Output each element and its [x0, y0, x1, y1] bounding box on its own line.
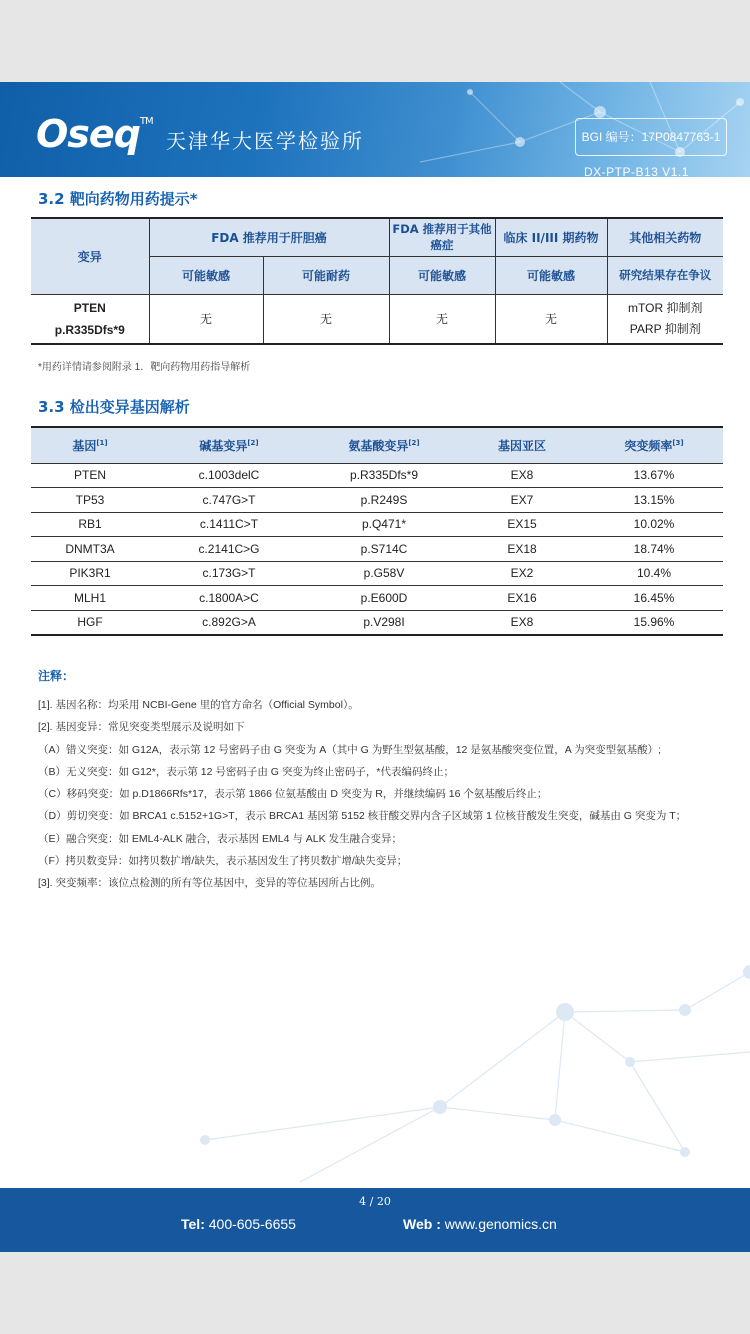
drug-mtor: mTOR 抑制剂: [628, 300, 703, 315]
table-cell: p.S714C: [309, 537, 459, 562]
report-page: [0, 82, 750, 1252]
section-3-2-title: 3.2 靶向药物用药提示*: [38, 190, 198, 208]
table-cell: p.Q471*: [309, 512, 459, 537]
note-line: （D）剪切突变：如 BRCA1 c.5152+1G>T，表示 BRCA1 基因第 5152 核苷酸交界内含子区域第 1 位核苷酸发生突变，碱基由 G 突变为 T；: [38, 810, 687, 823]
website-contact: Web : www.genomics.cn: [403, 1216, 557, 1232]
note-line: （A）错义突变：如 G12A，表示第 12 号密码子由 G 突变为 A（其中 G 为野生型氨基酸，12 是氨基酸突变位置，A 为突变型氨基酸）;: [38, 743, 662, 756]
page-number: 4 / 20: [359, 1195, 391, 1208]
table-row: [31, 586, 723, 611]
table-cell: c.1003delC: [149, 463, 309, 488]
variant-cell: [31, 294, 149, 344]
report-footer: [0, 1188, 750, 1252]
header-variant: 变异: [31, 218, 149, 294]
table-cell: c.892G>A: [149, 610, 309, 635]
table-cell: p.V298I: [309, 610, 459, 635]
table-cell: RB1: [31, 512, 149, 537]
table-cell: MLH1: [31, 586, 149, 611]
table-cell: 16.45%: [585, 586, 723, 611]
bgi-id-badge: BGI 编号：17P0847763-1: [575, 118, 727, 156]
header-clinical: 临床 II/III 期药物: [495, 218, 607, 256]
variant-gene-table: [31, 426, 723, 636]
column-header: 基因[1]: [31, 427, 149, 463]
notes-title: 注释：: [38, 669, 75, 683]
table-cell: PIK3R1: [31, 561, 149, 586]
fda-liver-resistant-value: 无: [263, 294, 389, 344]
table-cell: 10.02%: [585, 512, 723, 537]
table-cell: EX18: [459, 537, 585, 562]
report-header: [0, 82, 750, 177]
note-line: （E）融合突变：如 EML4-ALK 融合，表示基因 EML4 与 ALK 发生融合变异；: [38, 832, 403, 845]
note-line: [1]. 基因名称：均采用 NCBI-Gene 里的官方命名（Official Symbol）。: [38, 699, 359, 711]
section-3-3-title: 3.3 检出变异基因解析: [38, 398, 190, 416]
table-cell: EX2: [459, 561, 585, 586]
table-cell: EX8: [459, 610, 585, 635]
note-line: [2]. 基因变异：常见突变类型展示及说明如下: [38, 721, 245, 734]
header-other-drugs: 其他相关药物: [607, 218, 723, 256]
table-cell: c.2141C>G: [149, 537, 309, 562]
table-cell: c.1411C>T: [149, 512, 309, 537]
header-fda-other: FDA 推荐用于其他癌症: [389, 218, 495, 256]
gene-name: PTEN: [73, 300, 106, 315]
header-sensitive-other: 可能敏感: [389, 256, 495, 294]
table-cell: p.R335Dfs*9: [309, 463, 459, 488]
table-body: [31, 463, 723, 635]
oseq-logo: Oseq™: [36, 112, 153, 156]
notes-list: [38, 697, 738, 898]
table-cell: p.E600D: [309, 586, 459, 611]
table-row: [31, 512, 723, 537]
column-header: 碱基变异[2]: [149, 427, 309, 463]
table-row: [31, 610, 723, 635]
note-line: （F）拷贝数变异：如拷贝数扩增/缺失，表示基因发生了拷贝数扩增/缺失变异；: [38, 855, 408, 868]
table-cell: EX16: [459, 586, 585, 611]
table-cell: TP53: [31, 488, 149, 513]
lab-name: 天津华大医学检验所: [166, 129, 364, 153]
header-controversial: 研究结果存在争议: [607, 256, 723, 294]
table-cell: 13.15%: [585, 488, 723, 513]
table-cell: p.G58V: [309, 561, 459, 586]
table-cell: EX15: [459, 512, 585, 537]
clinical-value: 无: [495, 294, 607, 344]
column-header: 基因亚区: [459, 427, 585, 463]
table-header-row: [31, 427, 723, 463]
fda-liver-sensitive-value: 无: [149, 294, 263, 344]
table-cell: 10.4%: [585, 561, 723, 586]
column-header: 突变频率[3]: [585, 427, 723, 463]
table-cell: DNMT3A: [31, 537, 149, 562]
note-line: （C）移码突变：如 p.D1866Rfs*17，表示第 1866 位氨基酸由 D 突变为 R，并继续编码 16 个氨基酸后终止；: [38, 788, 548, 801]
table-cell: 13.67%: [585, 463, 723, 488]
table-row: [31, 463, 723, 488]
table-cell: PTEN: [31, 463, 149, 488]
header-sensitive-clinical: 可能敏感: [495, 256, 607, 294]
other-drugs-cell: [607, 294, 723, 344]
table-cell: c.173G>T: [149, 561, 309, 586]
drug-footnote: *用药详情请参阅附录 1．靶向药物用药指导解析: [38, 362, 251, 373]
table-row: [31, 488, 723, 513]
header-resistant-liver: 可能耐药: [263, 256, 389, 294]
document-code: DX-PTP-B13 V1.1: [584, 165, 689, 177]
fda-other-value: 无: [389, 294, 495, 344]
table-cell: EX7: [459, 488, 585, 513]
table-cell: c.1800A>C: [149, 586, 309, 611]
header-sensitive-liver: 可能敏感: [149, 256, 263, 294]
protein-variant: p.R335Dfs*9: [54, 322, 125, 337]
table-cell: p.R249S: [309, 488, 459, 513]
header-fda-liver: FDA 推荐用于肝胆癌: [149, 218, 389, 256]
network-background-icon: [0, 942, 750, 1192]
note-line: （B）无义突变：如 G12*，表示第 12 号密码子由 G 突变为终止密码子，*代表编码终止；: [38, 765, 454, 778]
targeted-drug-table: [31, 217, 723, 345]
note-line: [3]. 突变频率：该位点检测的所有等位基因中，变异的等位基因所占比例。: [38, 877, 382, 890]
table-cell: c.747G>T: [149, 488, 309, 513]
drug-parp: PARP 抑制剂: [629, 321, 701, 336]
table-cell: EX8: [459, 463, 585, 488]
table-cell: 15.96%: [585, 610, 723, 635]
column-header: 氨基酸变异[2]: [309, 427, 459, 463]
table-cell: HGF: [31, 610, 149, 635]
phone-contact: Tel: 400-605-6655: [181, 1216, 296, 1232]
table-cell: 18.74%: [585, 537, 723, 562]
table-row: [31, 537, 723, 562]
table-row: [31, 561, 723, 586]
